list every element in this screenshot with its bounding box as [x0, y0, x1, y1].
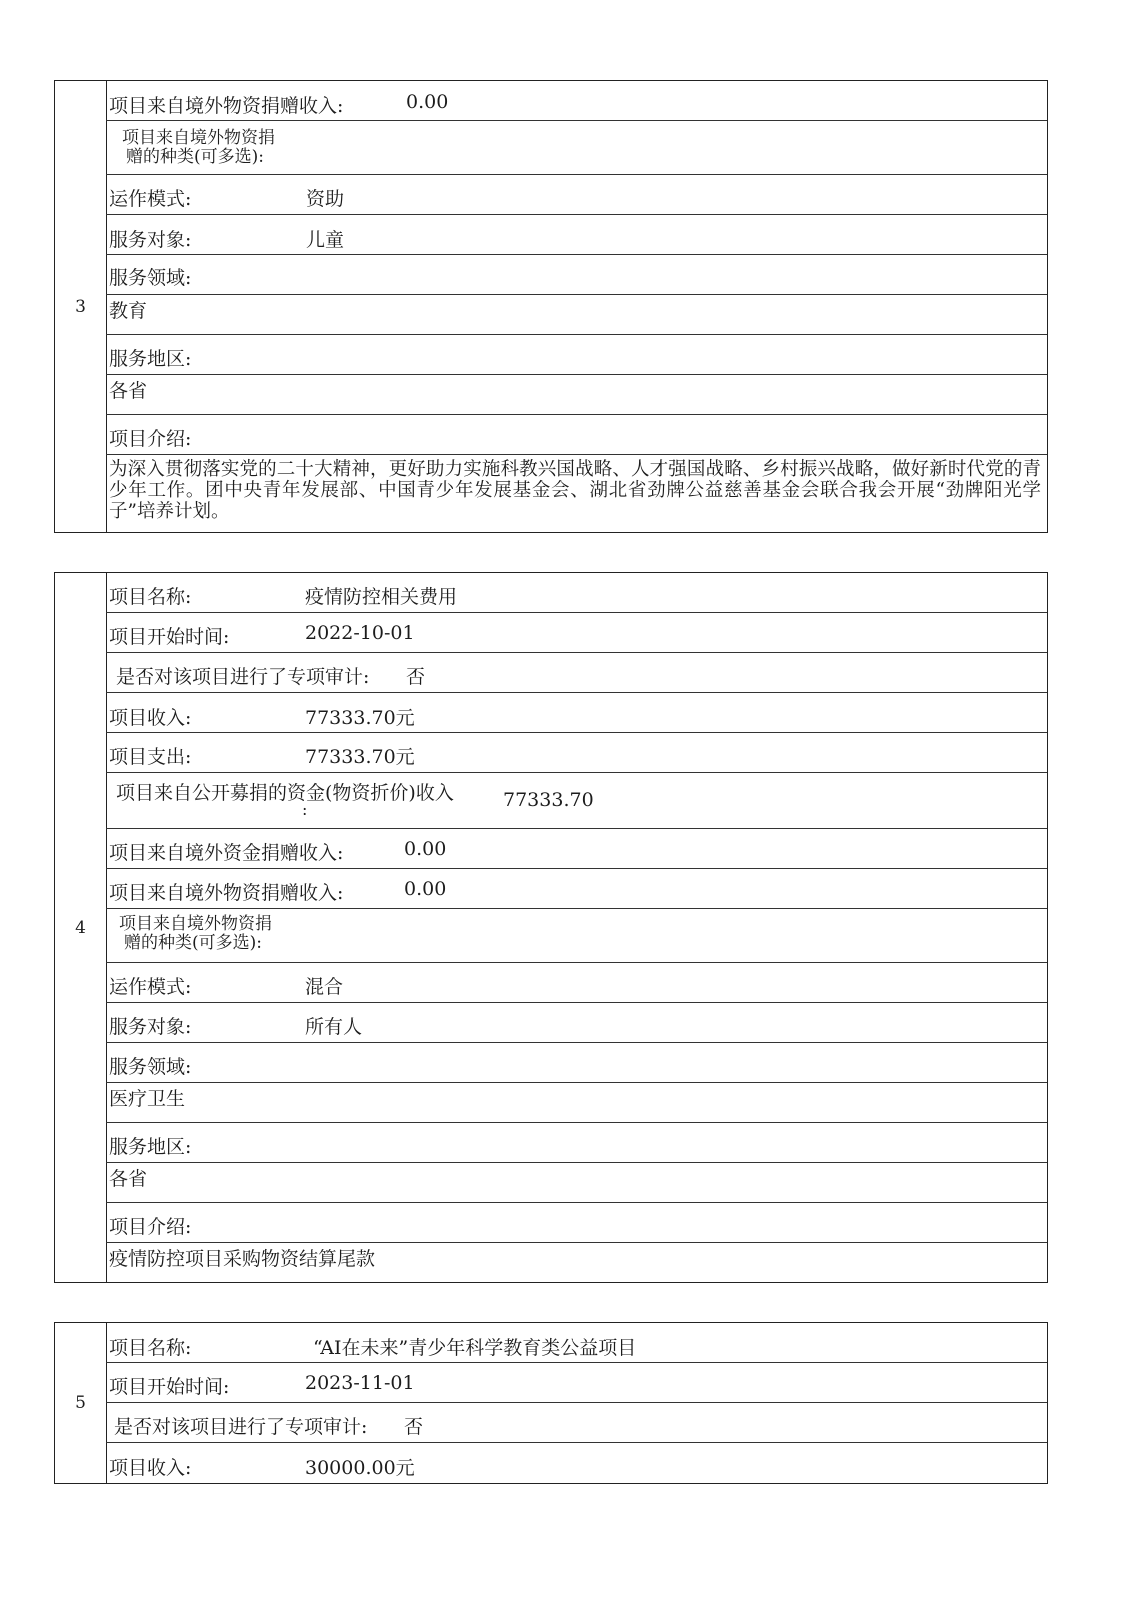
row-income — [106, 693, 1047, 733]
row-label: 项目来自境外资金捐赠收入: — [109, 842, 344, 864]
row-service-area-value — [106, 375, 1047, 415]
row-label: 运作模式: — [109, 976, 192, 998]
row-value: 否 — [406, 666, 426, 688]
row-label: 项目来自公开募捐的资金(物资折价)收入 — [116, 782, 454, 804]
row-label: 服务地区: — [109, 348, 192, 370]
row-label: 服务对象: — [109, 229, 192, 251]
row-foreign-material-types — [106, 909, 1047, 963]
project-intro-paragraph: 疫情防控项目采购物资结算尾款 — [109, 1248, 376, 1270]
row-value: 否 — [404, 1416, 424, 1438]
row-service-field-label — [106, 255, 1047, 295]
row-value: 0.00 — [404, 838, 447, 860]
row-intro-label — [106, 415, 1047, 455]
row-project-name — [106, 1323, 1047, 1363]
row-label-colon: : — [302, 800, 308, 819]
row-label: 项目开始时间: — [109, 626, 230, 648]
project-number: 4 — [55, 573, 107, 1282]
row-label: 项目介绍: — [109, 1216, 192, 1238]
project-block-5 — [54, 1322, 1048, 1484]
row-service-field-value — [106, 1083, 1047, 1123]
row-value: 教育 — [109, 300, 148, 322]
row-service-field-label — [106, 1043, 1047, 1083]
row-public-fund-income — [106, 773, 1047, 829]
row-label: 服务地区: — [109, 1136, 192, 1158]
row-label-line1: 项目来自境外物资捐 — [119, 914, 272, 934]
row-value: 所有人 — [305, 1016, 363, 1038]
row-intro-text — [106, 455, 1047, 531]
row-label: 项目来自境外物资捐赠收入: — [109, 882, 344, 904]
row-label: 运作模式: — [109, 188, 192, 210]
row-intro-text — [106, 1243, 1047, 1277]
row-audit — [106, 1403, 1047, 1443]
project-number: 3 — [55, 81, 107, 532]
row-label: 项目来自境外物资捐赠收入: — [109, 95, 344, 117]
project-intro-paragraph: 为深入贯彻落实党的二十大精神，更好助力实施科教兴国战略、人才强国战略、乡村振兴战略，做好新时代党的青少年工作。团中央青年发展部、中国青少年发展基金会、湖北省劲牌公益慈善基金会联合我会开展“劲牌阳光学子”培养计划。 — [109, 459, 1041, 522]
row-value: 混合 — [305, 976, 344, 998]
row-label: 项目介绍: — [109, 428, 192, 450]
row-service-area-value — [106, 1163, 1047, 1203]
row-label: 服务领域: — [109, 1056, 192, 1078]
project-block-3 — [54, 80, 1048, 533]
row-start-date — [106, 613, 1047, 653]
row-label: 服务对象: — [109, 1016, 192, 1038]
row-label: 是否对该项目进行了专项审计: — [114, 1416, 368, 1438]
row-foreign-fund-income — [106, 829, 1047, 869]
row-operation-mode — [106, 175, 1047, 215]
row-audit — [106, 653, 1047, 693]
row-label: 项目收入: — [109, 1457, 192, 1479]
project-rows — [106, 1323, 1047, 1483]
row-intro-label — [106, 1203, 1047, 1243]
row-project-name — [106, 573, 1047, 613]
row-value: 2023-11-01 — [305, 1372, 415, 1394]
row-value: 儿童 — [306, 229, 345, 251]
row-income — [106, 1443, 1047, 1483]
row-foreign-material-types — [106, 121, 1047, 175]
row-label: 项目收入: — [109, 707, 192, 729]
row-value: 0.00 — [404, 878, 447, 900]
row-service-target — [106, 1003, 1047, 1043]
row-value: 资助 — [306, 188, 345, 210]
row-expense — [106, 733, 1047, 773]
row-value: 各省 — [109, 380, 148, 402]
project-number: 5 — [55, 1323, 107, 1483]
row-value: “AI在未来”青少年科学教育类公益项目 — [313, 1337, 637, 1359]
row-foreign-material-income — [106, 869, 1047, 909]
row-label-line1: 项目来自境外物资捐 — [122, 128, 275, 148]
row-value: 77333.70元 — [305, 707, 415, 729]
project-rows — [106, 573, 1047, 1282]
row-start-date — [106, 1363, 1047, 1403]
row-operation-mode — [106, 963, 1047, 1003]
row-value: 77333.70 — [503, 789, 594, 811]
row-label: 项目支出: — [109, 746, 192, 768]
row-value: 2022-10-01 — [305, 622, 415, 644]
row-label: 项目开始时间: — [109, 1376, 230, 1398]
row-service-area-label — [106, 335, 1047, 375]
row-value: 0.00 — [406, 91, 449, 113]
row-value: 各省 — [109, 1168, 148, 1190]
row-value: 疫情防控相关费用 — [305, 586, 458, 608]
row-foreign-material-income — [106, 81, 1047, 121]
row-label-line2: 赠的种类(可多选): — [126, 147, 264, 167]
row-value: 30000.00元 — [305, 1457, 415, 1479]
row-value: 77333.70元 — [305, 746, 415, 768]
row-label: 服务领域: — [109, 267, 192, 289]
row-service-field-value — [106, 295, 1047, 335]
row-label: 项目名称: — [109, 586, 192, 608]
row-label: 项目名称: — [109, 1337, 192, 1359]
row-service-target — [106, 215, 1047, 255]
project-block-4 — [54, 572, 1048, 1283]
row-label-line2: 赠的种类(可多选): — [124, 933, 262, 953]
row-service-area-label — [106, 1123, 1047, 1163]
row-value: 医疗卫生 — [109, 1088, 186, 1110]
project-rows — [106, 81, 1047, 532]
row-label: 是否对该项目进行了专项审计: — [116, 666, 370, 688]
